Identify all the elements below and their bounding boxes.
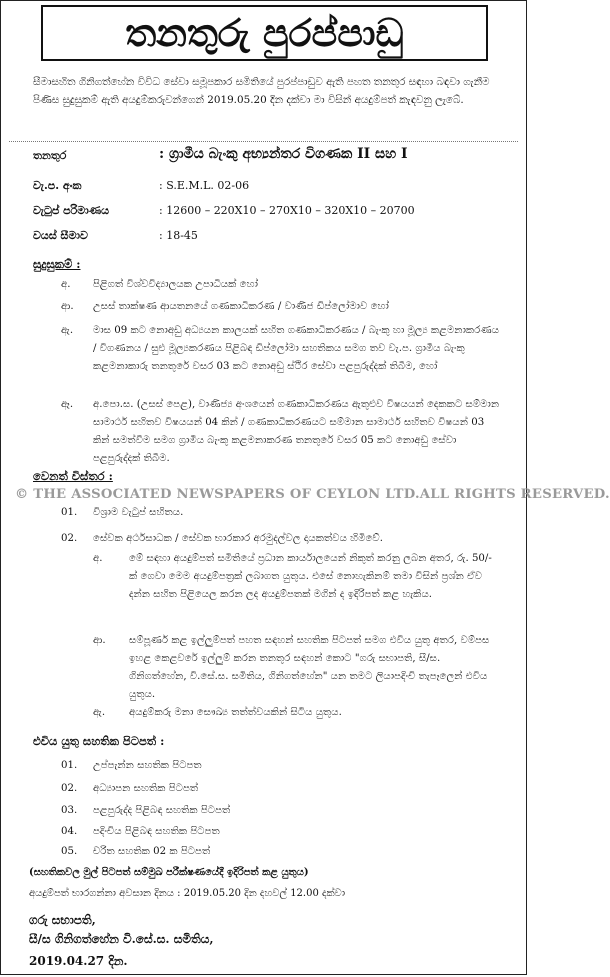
sub-item-number: අ. <box>93 553 103 564</box>
list-item-number: 05. <box>61 846 78 857</box>
post-label: තනතුර <box>33 149 67 162</box>
copyright-watermark: © THE ASSOCIATED NEWSPAPERS OF CEYLON LTD.ALL RIGHTS RESERVED. <box>15 487 610 502</box>
list-item: අධ්‍යාපන සහතික පිටපත් <box>93 783 199 794</box>
list-item-number: 04. <box>61 826 78 837</box>
closing-date-text: අයදුම්පත් භාරගන්නා අවසාන දිනය : 2019.05.20 දින දහවල් 12.00 දක්වා <box>29 888 346 899</box>
list-item-number: ඇ. <box>61 325 74 336</box>
post-value: : ග්‍රාමීය බැංකු අභ්‍යන්තර විගණක II සහ I <box>159 146 408 162</box>
code-label: වැ.ප. අංක <box>33 179 82 192</box>
list-item: පිළිගත් විශ්වවිද්‍යාලයක උපාධියක් හෝ <box>93 279 258 290</box>
age-value: : 18-45 <box>159 229 198 242</box>
list-item-number: 02. <box>61 533 78 544</box>
list-item-number: 02. <box>61 783 78 794</box>
code-value: : S.E.M.L. 02-06 <box>159 179 250 192</box>
sub-item-number: ආ. <box>93 635 106 646</box>
age-label: වයස් සීමාව <box>33 229 88 242</box>
list-item: පළපුරුද්ද පිළිබඳ සහතික පිටපත් <box>93 805 231 816</box>
list-item: පදිංචිය පිළිබඳ සහතික පිටපත <box>93 826 220 837</box>
list-item: උප්පැන්න සහතික පිටපත <box>93 760 202 771</box>
divider <box>9 141 518 142</box>
list-item: චරිත සහතික 02 ක පිටපත් <box>93 846 211 857</box>
list-item: මාස 09 කට නොඅඩු අධ්‍යයන කාලයක් සහිත ගණකාධිකරණය / බැංකු හා මූල්‍ය කළමනාකරණය / විගණනය / සුළු මූල්‍යකරණය පිළිබඳ ඩිප්ලෝමා සහතිකය සමග තව වැ.ප. ග්‍රාමීය බැංකු කළමනාකාරු තනතුරේ වසර 03 කට නොඅඩු ස්ථිර සේවා පළපුරුද්දක් තිබීම, හෝ <box>93 325 500 372</box>
documents-heading: එවිය යුතු සහතික පිටපත් : <box>33 734 165 748</box>
page-title: තනතුරු පුරප්පාඩු <box>41 5 488 61</box>
list-item-number: 01. <box>61 760 78 771</box>
other-details-heading: වෙනත් විස්තර : <box>33 469 113 483</box>
sub-item: සම්පූර්ණ කළ ඉල්ලුම්පත් පහත සඳහන් සහතික පිටපත් සමග එවිය යුතු අතර, වම්පස ඉහළ කෙළවරේ ඉල්ලුම් කරන තනතුර සඳහන් කොට "ගරු සභාපති, සී/ස. ගිනිගත්හේන, වි.සේ.ස. සමිතිය, ගිනිගත්හේන" යන තමට ලියාපදිංචි තැපෑලෙන් එවිය යුතුය. <box>129 635 490 700</box>
sub-item-number: ඇ. <box>93 707 106 718</box>
intro-text: සීමාසහිත ගිනිගත්හේන විවිධ සේවා සමූපකාර සමිතියේ පුරප්පාඩුව ඇති පහත තනතුර සඳහා බඳවා ගැනීම පිණිස සුදුසුකම් ඇති අයදුම්කරුවන්ගෙන් 2019.05.20 දින දක්වා මා විසින් අයදුම්පත් කැඳවනු ලැබේ. <box>33 76 490 106</box>
list-item-number: ඈ. <box>61 399 74 410</box>
date-text: 2019.04.27 දින. <box>29 954 128 968</box>
sub-item: මේ සඳහා අයදුම්පත් සමිතියේ ප්‍රධාන කාර්යාලයෙන් නිකුත් කරනු ලබන අතර, රු. 50/- ක් ගෙවා මෙම අයදුම්පත්‍රක් ලබාගත යුතුය. එසේ නොහැකිනම් තමා විසින් ප්‍රශ්න ඒව දන්න සහිත පිළියෙල කරන ලද අයදුම්පතක් මගින් ද ඉදිරිපත් කළ හැකිය. <box>129 553 492 600</box>
salary-label: වැටුප් පරිමාණය <box>33 204 110 217</box>
list-item-number: 01. <box>61 507 78 518</box>
sub-item: අයදුම්කරු මනා සෞඛ්‍ය තත්ත්වයකින් සිටිය යුතුය. <box>129 707 342 718</box>
list-item: සේවක අර්ථසාධක / සේවක භාරකාර අරමුදල්වල දායකත්වය හිමිවේ. <box>93 533 383 544</box>
list-item-number: ආ. <box>61 301 74 312</box>
signature-line-1: ගරු සභාපති, <box>29 913 96 927</box>
qualifications-heading: සුදුසුකම් : <box>33 257 81 271</box>
list-item-number: 03. <box>61 805 78 816</box>
list-item: විශ්‍රාම වැටුප් සහිතය. <box>93 507 184 518</box>
salary-value: : 12600 – 220X10 – 270X10 – 320X10 – 20700 <box>159 204 415 217</box>
list-item: අ.පො.ස. (උසස් පෙළ), වාණිජ්‍ය අංශයෙන් ගණකාධිකරණය ඇතුළුව විෂයයන් දෙකකට සම්මාන සාමාර්ථ සහිතව විෂයයන් 04 කින් / ගණකාධිකරණයට සම්මාන සාමාර්ථ සහිතව විෂයන් 03 කින් සමත්වීම සමග ග්‍රාමීය බැංකු කළමනාකරණ තනතුරේ වසර 05 කට නොඅඩු සේවා පළපුරුද්දක් තිබීම. <box>93 399 500 464</box>
signature-line-2: සී/ස ගිනිගත්හේන වි.සේ.ස. සමිතිය, <box>29 932 214 946</box>
list-item: උසස් තාක්ෂණ ආයතනයේ ගණකාධිකරණ / වාණිජ ඩිප්ලෝමාව හෝ <box>93 301 389 312</box>
list-item-number: අ. <box>61 279 71 290</box>
note-text: (සහතිකවල මුල් පිටපත් සම්මුඛ පරීක්ෂණයේදී ඉදිරිපත් කළ යුතුය) <box>29 867 309 878</box>
